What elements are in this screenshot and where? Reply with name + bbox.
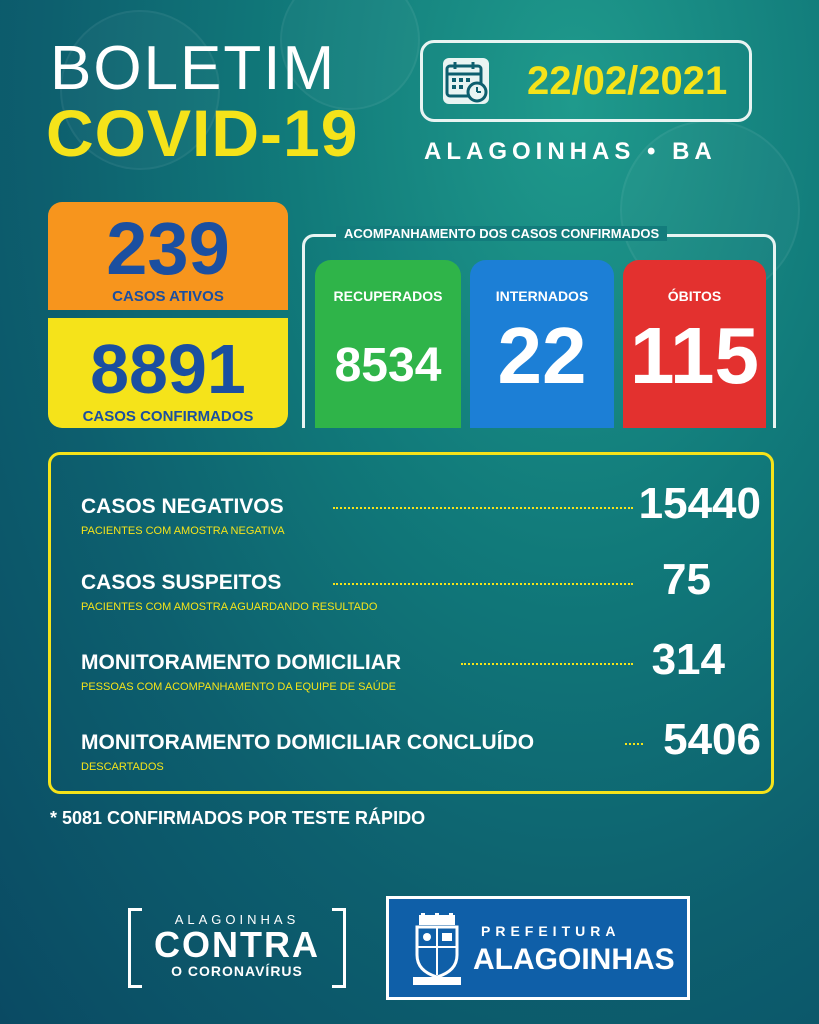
title-line2: COVID-19 <box>46 96 359 170</box>
bulletin-date: 22/02/2021 <box>527 58 728 103</box>
recovered-value: 8534 <box>334 339 442 392</box>
hospitalized-value: 22 <box>497 311 587 400</box>
dotted-leader <box>333 507 633 509</box>
deaths-card <box>623 260 766 428</box>
stat-subtitle: PESSOAS COM ACOMPANHAMENTO DA EQUIPE DE SAÚDE <box>81 681 396 693</box>
active-cases-card <box>48 202 288 310</box>
campaign-line2: CONTRA <box>154 924 320 965</box>
recovered-label: RECUPERADOS <box>333 288 443 304</box>
bracket-right <box>332 908 346 988</box>
deaths-label: ÓBITOS <box>667 288 722 304</box>
confirmed-cases-card <box>48 318 288 428</box>
campaign-line3: O CORONAVÍRUS <box>171 963 303 979</box>
stat-value: 75 <box>662 555 711 604</box>
prefeitura-logo <box>386 896 690 1000</box>
stat-row-home-monitoring-done <box>81 715 761 773</box>
stat-value: 5406 <box>663 715 761 764</box>
stat-row-home-monitoring <box>81 635 761 693</box>
campaign-logo <box>128 908 346 988</box>
stat-value: 15440 <box>638 479 761 528</box>
stat-subtitle: PACIENTES COM AMOSTRA AGUARDANDO RESULTADO <box>81 601 378 613</box>
footnote: * 5081 CONFIRMADOS POR TESTE RÁPIDO <box>50 808 426 828</box>
date-box <box>420 40 752 122</box>
stat-row-negative <box>81 479 761 537</box>
calendar-clock-icon <box>443 58 489 104</box>
tracking-title: ACOMPANHAMENTO DOS CASOS CONFIRMADOS <box>336 226 667 241</box>
confirmed-cases-label: CASOS CONFIRMADOS <box>82 408 254 425</box>
hospitalized-card <box>470 260 614 428</box>
stat-subtitle: PACIENTES COM AMOSTRA NEGATIVA <box>81 525 285 537</box>
city-label: ALAGOINHAS • BA <box>424 138 717 165</box>
stat-name: CASOS NEGATIVOS <box>81 495 284 518</box>
recovered-card <box>315 260 461 428</box>
stat-name: MONITORAMENTO DOMICILIAR <box>81 651 402 674</box>
dotted-leader <box>333 583 633 585</box>
stat-subtitle: DESCARTADOS <box>81 761 164 773</box>
hospitalized-label: INTERNADOS <box>495 288 589 304</box>
city-crest-icon <box>411 913 463 987</box>
bracket-left <box>128 908 142 988</box>
alagoinhas-label: ALAGOINHAS <box>473 943 675 976</box>
deaths-value: 115 <box>629 311 760 400</box>
confirmed-cases-value: 8891 <box>90 330 246 408</box>
stat-name: CASOS SUSPEITOS <box>81 571 282 594</box>
campaign-line1: ALAGOINHAS <box>174 912 300 927</box>
stat-value: 314 <box>651 635 725 684</box>
prefeitura-label: PREFEITURA <box>481 923 621 939</box>
active-cases-value: 239 <box>106 207 230 290</box>
active-cases-label: CASOS ATIVOS <box>112 288 224 305</box>
title-line1: BOLETIM <box>50 34 337 103</box>
dotted-leader <box>461 663 633 665</box>
stat-row-suspect <box>81 555 761 613</box>
stats-panel <box>48 452 774 794</box>
stat-name: MONITORAMENTO DOMICILIAR CONCLUÍDO <box>81 731 535 754</box>
dotted-leader <box>625 743 643 745</box>
